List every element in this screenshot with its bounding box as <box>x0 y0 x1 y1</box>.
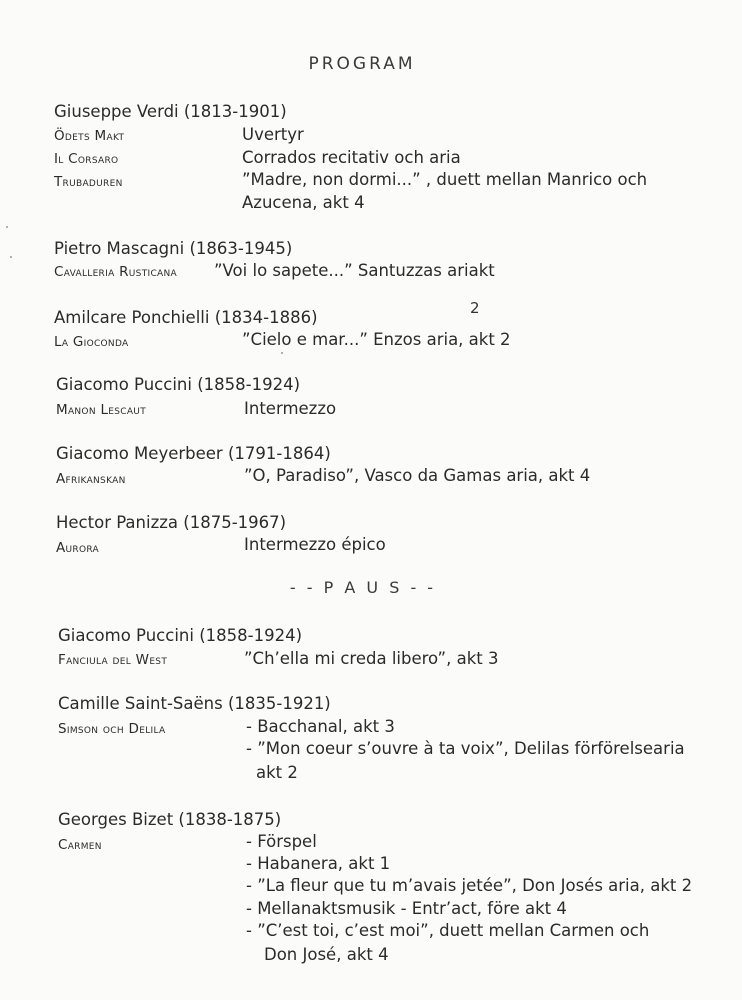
composer-mascagni: Pietro Mascagni (1863-1945) <box>54 239 293 258</box>
intermission-heading: - - P A U S - - <box>289 578 437 597</box>
piece-title: - Förspel <box>246 832 317 851</box>
opera-title: Simson och Delila <box>58 721 166 737</box>
composer-meyerbeer: Giacomo Meyerbeer (1791-1864) <box>56 444 331 463</box>
opera-title: Ödets Makt <box>54 128 125 144</box>
opera-title: Cavalleria Rusticana <box>54 264 177 280</box>
scan-speck <box>281 352 283 354</box>
piece-title: ”Madre, non dormi...” , duett mellan Manrico och <box>242 170 648 189</box>
piece-title-continued: Don José, akt 4 <box>264 945 389 964</box>
piece-title: - ”C’est toi, c’est moi”, duett mellan Carmen och <box>246 921 650 940</box>
composer-panizza: Hector Panizza (1875-1967) <box>56 513 287 532</box>
piece-title: Intermezzo épico <box>244 535 386 554</box>
piece-title-continued: Azucena, akt 4 <box>242 193 365 212</box>
composer-bizet: Georges Bizet (1838-1875) <box>58 810 282 829</box>
composer-saint-saens: Camille Saint-Saëns (1835-1921) <box>58 694 331 713</box>
piece-title: ”Ch’ella mi creda libero”, akt 3 <box>244 649 499 668</box>
composer-puccini: Giacomo Puccini (1858-1924) <box>58 626 303 645</box>
opera-title: Manon Lescaut <box>56 402 146 418</box>
opera-title: La Gioconda <box>54 334 129 350</box>
opera-title: Fanciula del West <box>58 652 168 668</box>
piece-title: ”Cielo e mar...” Enzos aria, akt 2 <box>242 330 511 349</box>
piece-title: - Habanera, akt 1 <box>246 854 391 873</box>
piece-title: - ”Mon coeur s’ouvre à ta voix”, Delilas förförelsearia <box>246 739 685 758</box>
composer-verdi: Giuseppe Verdi (1813-1901) <box>54 102 287 121</box>
piece-title: ”O, Paradiso”, Vasco da Gamas aria, akt 4 <box>244 466 591 485</box>
opera-title: Carmen <box>58 837 102 853</box>
piece-title: Uvertyr <box>242 125 304 144</box>
piece-title: - Bacchanal, akt 3 <box>246 717 395 736</box>
composer-ponchielli: Amilcare Ponchielli (1834-1886) <box>54 308 318 327</box>
opera-title: Il Corsaro <box>54 151 119 167</box>
opera-title: Afrikanskan <box>56 471 126 487</box>
piece-title-continued: akt 2 <box>256 763 298 782</box>
piece-title: - ”La fleur que tu m’avais jetée”, Don Josés aria, akt 2 <box>246 876 693 895</box>
piece-title: ”Voi lo sapete...” Santuzzas ariakt <box>214 261 495 280</box>
page-title: PROGRAM <box>308 54 416 74</box>
piece-title: - Mellanaktsmusik - Entr’act, före akt 4 <box>246 899 567 918</box>
scan-speck <box>10 256 12 258</box>
opera-title: Aurora <box>56 540 100 556</box>
opera-title: Trubaduren <box>54 174 123 190</box>
composer-puccini: Giacomo Puccini (1858-1924) <box>56 375 301 394</box>
scan-speck <box>6 226 8 228</box>
piece-title: Intermezzo <box>244 399 337 418</box>
piece-title: Corrados recitativ och aria <box>242 148 461 167</box>
handwritten-page-number: 2 <box>470 299 480 317</box>
